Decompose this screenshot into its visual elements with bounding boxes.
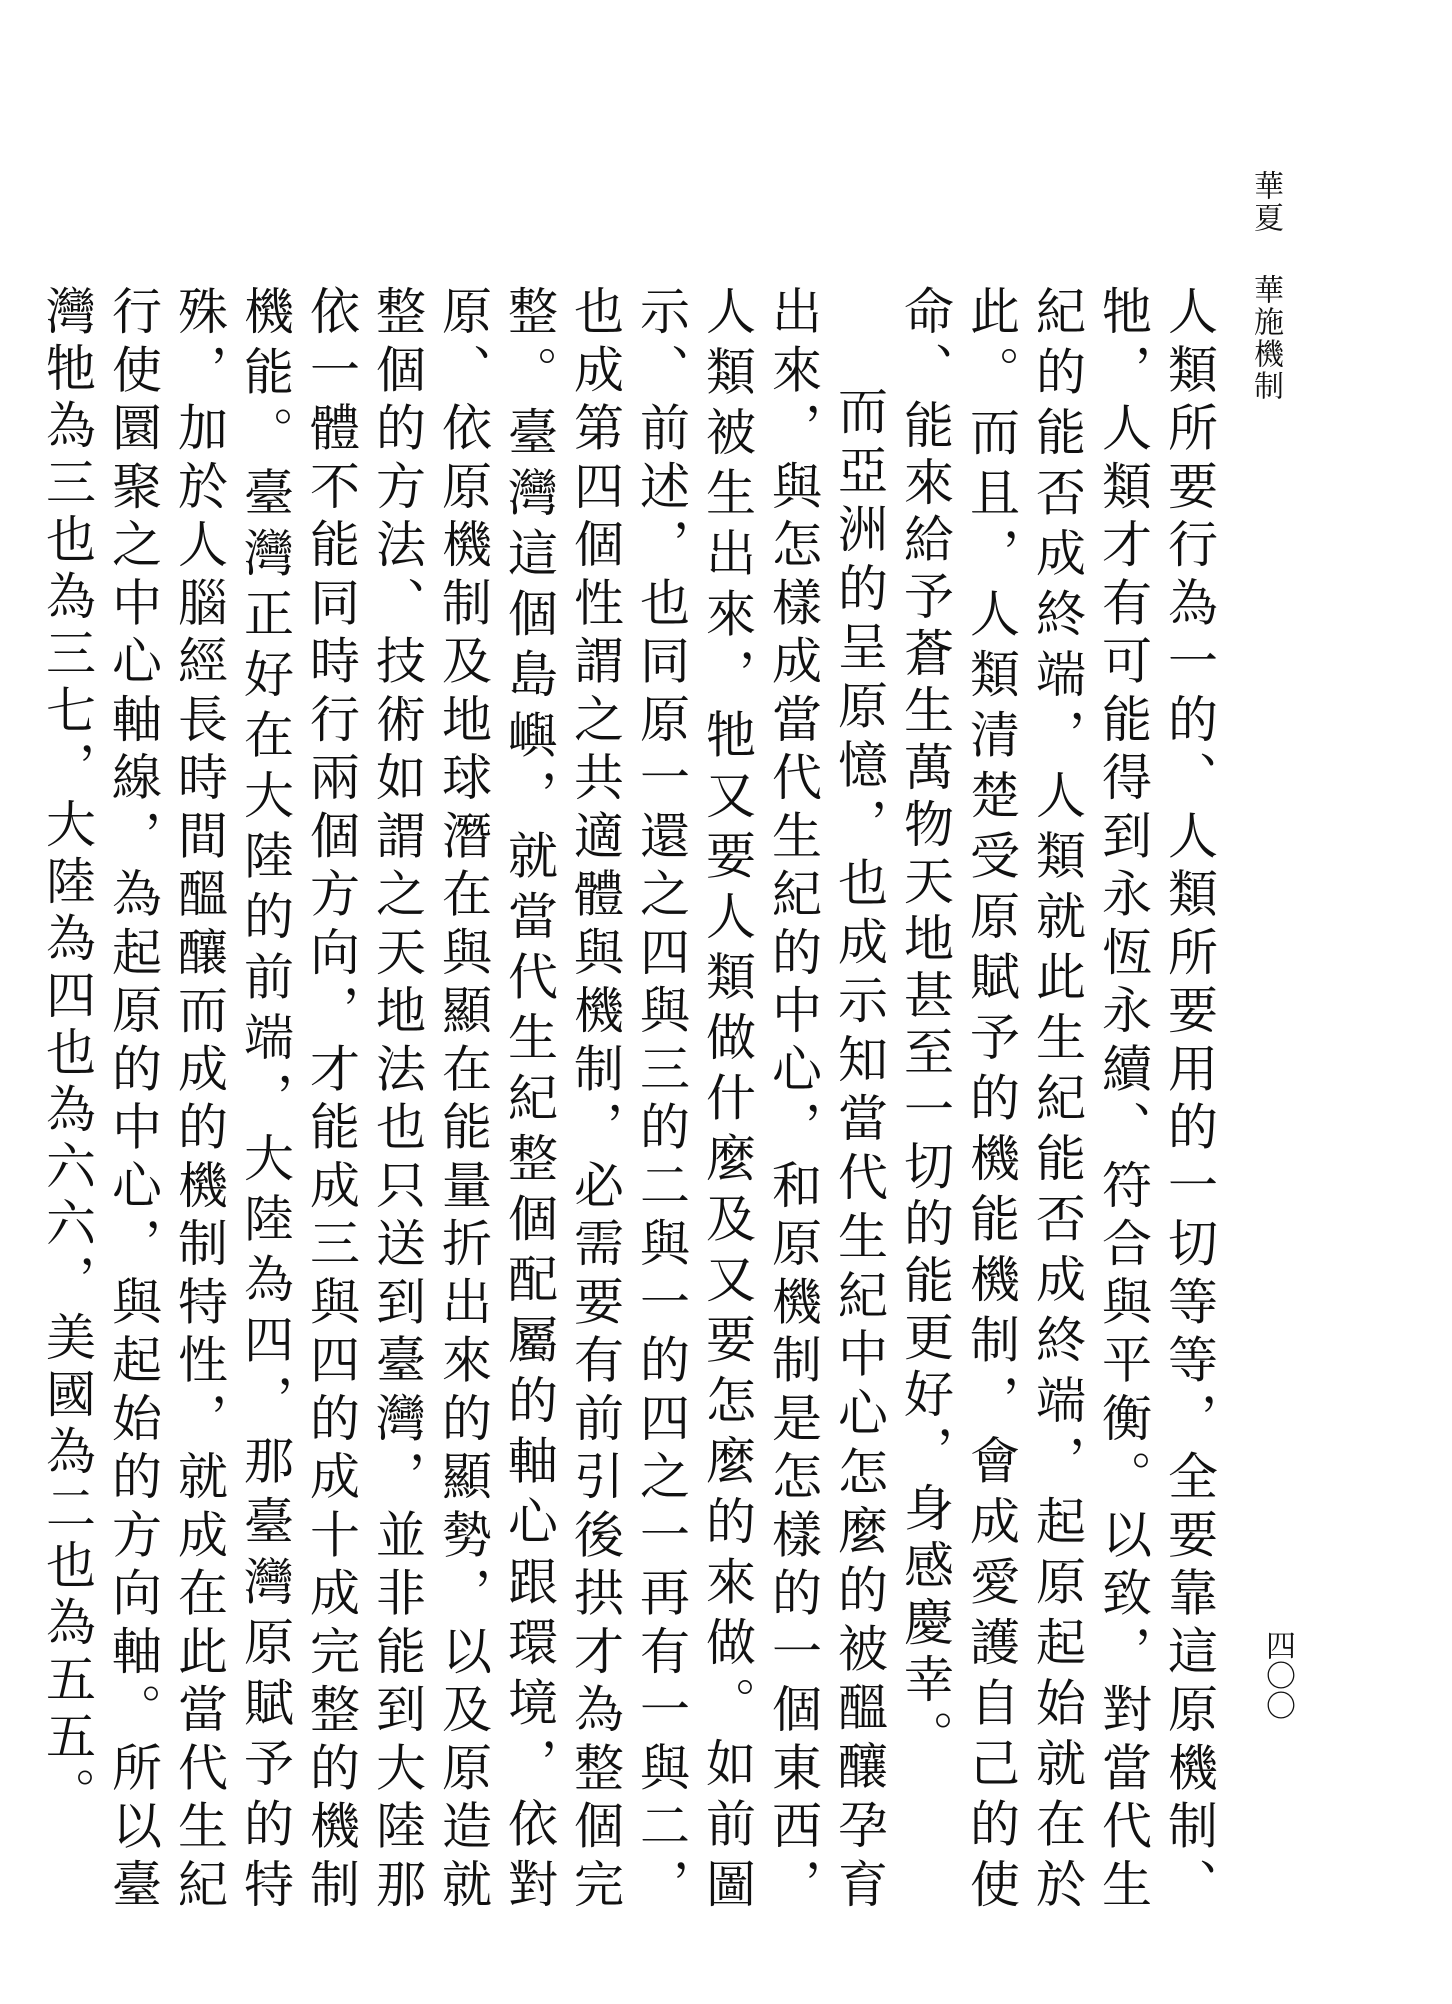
page-number: 四〇〇 [1260,1630,1295,1720]
paragraph-1: 人類所要行為一的、人類所要用的一切等等，全要靠這原機制、牠，人類才有可能得到永恆永續、符合與平衡。以致，對當代生紀的能否成終端，人類就此生紀能否成終端，起原起始就在於此。而且，人類清楚受原賦予的機能機制，會成愛護自己的使命、能來給予蒼生萬物天地甚至一切的能更好，身感慶幸。 [896,285,1218,1915]
chapter-title: 華施機制 [1248,274,1283,402]
main-text [38,285,1222,1915]
running-header [1248,170,1283,402]
book-title: 華夏 [1248,170,1283,234]
paragraph-2: 而亞洲的呈原憶，也成示知當代生紀中心怎麼的被醞釀孕育出來，與怎樣成當代生紀的中心，和原機制是怎樣的一個東西，人類被生出來，牠又要人類做什麼及又要怎麼的來做。如前圖示、前述，也同原一還之四與三的二與一的四之一再有一與二，也成第四個性謂之共適體與機制，必需要有前引後拱才為整個完整。臺灣這個島嶼，就當代生紀整個配屬的軸心跟環境，依對原、依原機制及地球潛在與顯在能量折出來的顯勢，以及原造就整個的方法、技術如謂之天地法也只送到臺灣，並非能到大陸那依一體不能同時行兩個方向，才能成三與四的成十成完整的機制機能。臺灣正好在大陸的前端，大陸為四，那臺灣原賦予的特殊，加於人腦經長時間醞釀而成的機制特性，就成在此當代生紀行使圜聚之中心軸線，為起原的中心，與起始的方向軸。所以臺灣牠為三也為三七，大陸為四也為六六，美國為二也為五五。 [38,285,888,1915]
